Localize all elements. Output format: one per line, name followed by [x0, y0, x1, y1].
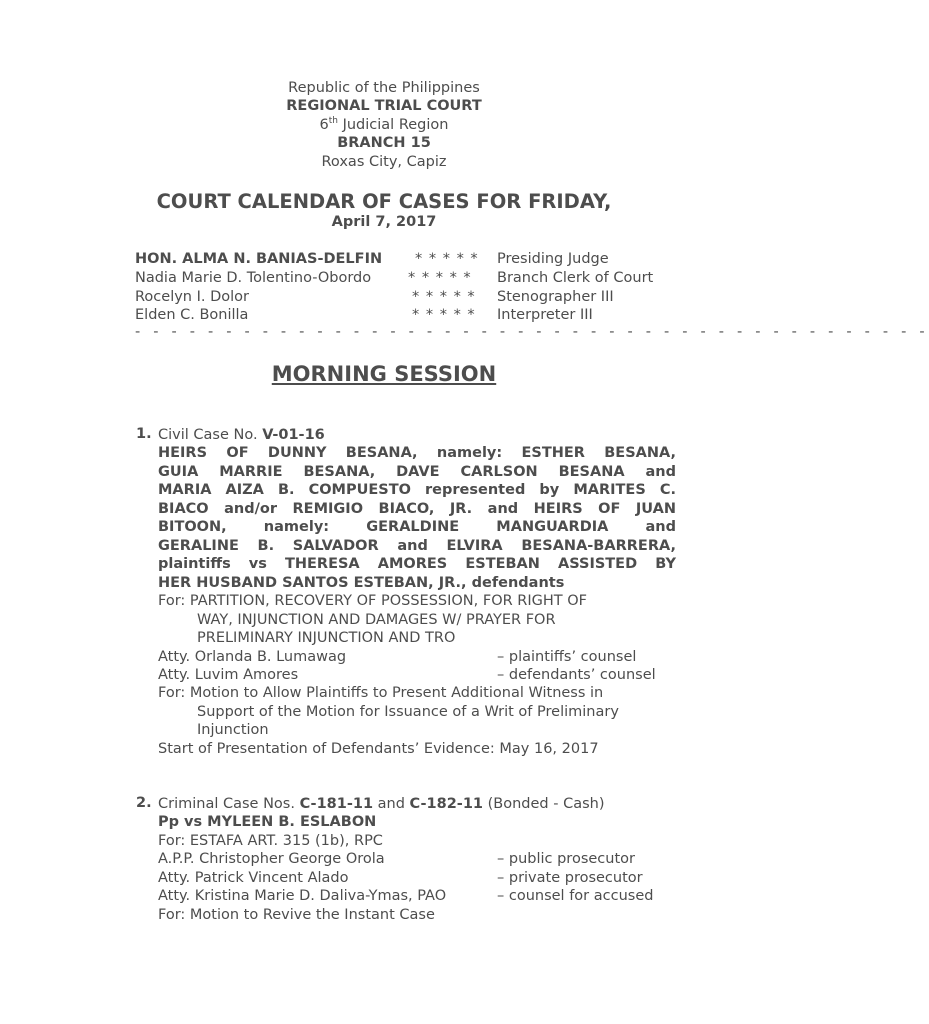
case-type: Civil Case No. — [158, 427, 263, 443]
parties-line: GUIA MARRIE BESANA, DAVE CARLSON BESANA and — [158, 463, 676, 480]
case-bail: (Bonded - Cash) — [483, 796, 605, 812]
header-court: REGIONAL TRIAL COURT — [286, 98, 482, 114]
parties-line: BITOON, namely: GERALDINE MANGUARDIA and — [158, 519, 676, 535]
case-number: 1. — [136, 426, 152, 442]
personnel-name: Nadia Marie D. Tolentino-Obordo — [135, 270, 372, 286]
calendar-date: April 7, 2017 — [331, 214, 437, 230]
nature-line: WAY, INJUNCTION AND DAMAGES W/ PRAYER FOR — [197, 611, 556, 628]
personnel-role: Interpreter III — [497, 307, 593, 323]
parties-line: HER HUSBAND SANTOS ESTEBAN, JR., defendants — [158, 574, 565, 591]
counsel-name: Atty. Patrick Vincent Alado — [158, 870, 349, 886]
parties-line: BIACO and/or REMIGIO BIACO, JR. and HEIRS OF JUAN — [158, 500, 676, 517]
parties-line: plaintiffs vs THERESA AMORES ESTEBAN ASSISTED BY — [158, 556, 676, 572]
parties-line: HEIRS OF DUNNY BESANA, namely: ESTHER BESANA, — [158, 445, 676, 461]
case-number: 2. — [136, 795, 152, 811]
header-region-num: 6 — [319, 117, 329, 133]
parties-line: MARIA AIZA B. COMPUESTO represented by MARITES C. — [158, 482, 676, 498]
case-nature: For: ESTAFA ART. 315 (1b), RPC — [158, 833, 383, 849]
personnel-name: HON. ALMA N. BANIAS-DELFIN — [135, 251, 383, 267]
counsel-role: – private prosecutor — [497, 870, 643, 886]
case-type: Criminal Case Nos. — [158, 796, 300, 812]
counsel-name: A.P.P. Christopher George Orola — [158, 851, 385, 867]
case-title — [158, 426, 325, 445]
motion-line: For: Motion to Allow Plaintiffs to Present Additional Witness in — [158, 685, 604, 701]
counsel-role: – counsel for accused — [497, 888, 654, 904]
motion-line: Injunction — [197, 722, 269, 738]
case-motion: For: Motion to Revive the Instant Case — [158, 907, 435, 923]
case-motion — [158, 684, 619, 740]
nature-line: PRELIMINARY INJUNCTION AND TRO — [197, 630, 456, 646]
motion-line: Support of the Motion for Issuance of a Writ of Preliminary — [197, 703, 619, 720]
calendar-title: COURT CALENDAR OF CASES FOR FRIDAY, — [156, 190, 612, 213]
case-no: V-01-16 — [262, 427, 325, 443]
separator-line: - - - - - - - - - - - - - - - - - - - - - - - - - - - - - - - - - - - - - - - - - - - - — [135, 324, 929, 340]
counsel-name: Atty. Luvim Amores — [158, 667, 299, 683]
counsel-name: Atty. Orlanda B. Lumawag — [158, 649, 347, 665]
session-title: MORNING SESSION — [271, 362, 497, 386]
header-city: Roxas City, Capiz — [321, 154, 447, 170]
case-conj: and — [373, 796, 410, 812]
counsel-role: – defendants’ counsel — [497, 667, 656, 683]
counsel-name: Atty. Kristina Marie D. Daliva-Ymas, PAO — [158, 888, 447, 904]
header-republic: Republic of the Philippines — [288, 80, 480, 96]
case-nature — [158, 592, 587, 648]
counsel-role: – plaintiffs’ counsel — [497, 649, 637, 665]
case-parties — [158, 444, 676, 592]
case-parties: Pp vs MYLEEN B. ESLABON — [158, 814, 377, 830]
header-region-sup: th — [328, 116, 338, 127]
header-region-rest: Judicial Region — [337, 117, 449, 133]
counsel-role: – public prosecutor — [497, 851, 635, 867]
personnel-role: Stenographer III — [497, 289, 614, 305]
personnel-role: Presiding Judge — [497, 251, 609, 267]
parties-line: GERALINE B. SALVADOR and ELVIRA BESANA-BARRERA, — [158, 537, 676, 554]
personnel-stars: * * * * * — [415, 251, 479, 267]
case-no: C-181-11 — [299, 796, 374, 812]
nature-line: For: PARTITION, RECOVERY OF POSSESSION, FOR RIGHT OF — [158, 593, 588, 609]
personnel-stars: * * * * * — [412, 289, 476, 305]
personnel-name: Elden C. Bonilla — [135, 307, 249, 323]
case-note: Start of Presentation of Defendants’ Evidence: May 16, 2017 — [158, 741, 599, 757]
case-no: C-182-11 — [409, 796, 484, 812]
personnel-name: Rocelyn I. Dolor — [135, 289, 249, 305]
case-title — [158, 795, 604, 814]
personnel-stars: * * * * * — [408, 270, 472, 286]
header-branch: BRANCH 15 — [337, 135, 431, 151]
personnel-stars: * * * * * — [412, 307, 476, 323]
personnel-role: Branch Clerk of Court — [497, 270, 654, 286]
header-region — [0, 116, 768, 135]
